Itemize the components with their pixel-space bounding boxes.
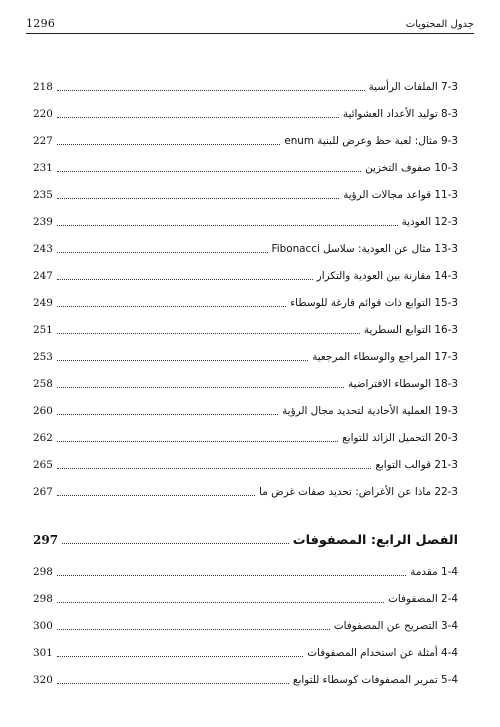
- toc-entry-title: 18-3 الوسطاء الافتراضية: [348, 378, 458, 390]
- toc-entry-title: 17-3 المراجع والوسطاء المرجعية: [312, 351, 458, 363]
- toc-entry-title: 4-4 أمثلة عن استخدام المصفوفات: [307, 647, 458, 659]
- toc-entry: [33, 239, 458, 259]
- toc-entry: [33, 185, 458, 205]
- toc-entry: [33, 482, 458, 502]
- dot-leader: [57, 656, 303, 657]
- dot-leader: [57, 279, 313, 280]
- toc-entry-page: 260: [33, 405, 53, 417]
- toc-entry-page: 265: [33, 459, 53, 471]
- toc-entry-page: 218: [33, 81, 53, 93]
- toc-entry-title: 3-4 التصريح عن المصفوفات: [333, 620, 458, 632]
- toc-entry-page: 258: [33, 378, 53, 390]
- toc-entry-page: 320: [33, 674, 53, 686]
- chapter-title: الفصل الرابع: المصفوفات: [292, 532, 458, 548]
- toc-entry-title: 20-3 التحميل الزائد للتوابع: [342, 432, 458, 444]
- dot-leader: [57, 198, 339, 199]
- toc-entry-title: 5-4 تمرير المصفوفات كوسطاء للتوابع: [292, 674, 458, 686]
- toc-entry: [33, 293, 458, 313]
- toc-entry-title: 8-3 توليد الأعداد العشوائية: [342, 108, 458, 120]
- dot-leader: [57, 360, 308, 361]
- dot-leader: [57, 144, 280, 145]
- toc-entry: [33, 131, 458, 151]
- dot-leader: [57, 90, 365, 91]
- toc-entry-title: 15-3 التوابع ذات قوائم فارغة للوسطاء: [290, 297, 458, 309]
- toc-entry: [33, 401, 458, 421]
- toc-entry-page: 253: [33, 351, 53, 363]
- toc-entry: [33, 428, 458, 448]
- dot-leader: [57, 117, 339, 118]
- toc-entry-page: 247: [33, 270, 53, 282]
- chapter-heading: [33, 530, 458, 550]
- dot-leader: [57, 225, 398, 226]
- toc-entry: [33, 266, 458, 286]
- page-number: 1296: [26, 17, 56, 30]
- toc-entry: [33, 589, 458, 609]
- toc-entry-page: 298: [33, 566, 53, 578]
- toc-entry-page: 249: [33, 297, 53, 309]
- toc-entry: [33, 320, 458, 340]
- dot-leader: [57, 629, 330, 630]
- toc-entry-title: 21-3 قوالب التوابع: [375, 459, 458, 471]
- dot-leader: [57, 495, 255, 496]
- toc-entry-title: 2-4 المصفوفات: [388, 593, 458, 605]
- dot-leader: [57, 602, 384, 603]
- toc-entry-page: 300: [33, 620, 53, 632]
- toc-entry: [33, 616, 458, 636]
- dot-leader: [57, 306, 286, 307]
- toc-entry: [33, 374, 458, 394]
- page-header: [26, 12, 474, 34]
- dot-leader: [57, 252, 268, 253]
- toc-entry-page: 231: [33, 162, 53, 174]
- toc-entry-title: 7-3 الملفات الرأسية: [368, 81, 458, 93]
- toc-entry-title: 9-3 مثال: لعبة حظ وعرض للبنية enum: [284, 135, 458, 147]
- dot-leader: [57, 387, 344, 388]
- toc-entry: [33, 455, 458, 475]
- toc-entry-page: 227: [33, 135, 53, 147]
- toc-entry-page: 235: [33, 189, 53, 201]
- toc-entry-title: 11-3 قواعد مجالات الرؤية: [343, 189, 458, 201]
- toc-entry-page: 301: [33, 647, 53, 659]
- dot-leader: [62, 543, 289, 544]
- dot-leader: [57, 333, 360, 334]
- toc-entry-title: 22-3 ماذا عن الأغراض: تحديد صفات غرض ما: [259, 486, 458, 498]
- toc-entry-page: 243: [33, 243, 53, 255]
- toc-entry-title: 1-4 مقدمة: [410, 566, 458, 578]
- dot-leader: [57, 414, 278, 415]
- toc-entry: [33, 158, 458, 178]
- toc-entry: [33, 77, 458, 97]
- toc-entry-title: 13-3 مثال عن العودية: سلاسل Fibonacci: [271, 243, 458, 255]
- toc-entry-page: 267: [33, 486, 53, 498]
- running-title: جدول المحتويات: [405, 19, 474, 30]
- chapter-page: 297: [33, 533, 59, 547]
- toc-entry-title: 10-3 صفوف التخزين: [365, 162, 458, 174]
- toc-entry: [33, 104, 458, 124]
- dot-leader: [57, 171, 361, 172]
- toc-entry-page: 220: [33, 108, 53, 120]
- toc-entry: [33, 212, 458, 232]
- dot-leader: [57, 468, 372, 469]
- toc-entry-page: 251: [33, 324, 53, 336]
- dot-leader: [57, 441, 338, 442]
- dot-leader: [57, 575, 406, 576]
- toc-entry-page: 239: [33, 216, 53, 228]
- toc-entry-page: 262: [33, 432, 53, 444]
- toc-entry: [33, 562, 458, 582]
- toc-entry-title: 14-3 مقارنة بين العودية والتكرار: [316, 270, 458, 282]
- toc-entry-title: 12-3 العودية: [401, 216, 458, 228]
- toc-entry: [33, 643, 458, 663]
- dot-leader: [57, 683, 289, 684]
- toc-entry-page: 298: [33, 593, 53, 605]
- toc-entry-title: 16-3 التوابع السطرية: [363, 324, 458, 336]
- toc-entry-title: 19-3 العملية الأحادية لتحديد مجال الرؤية: [282, 405, 458, 417]
- toc-entry: [33, 670, 458, 690]
- toc-entry: [33, 347, 458, 367]
